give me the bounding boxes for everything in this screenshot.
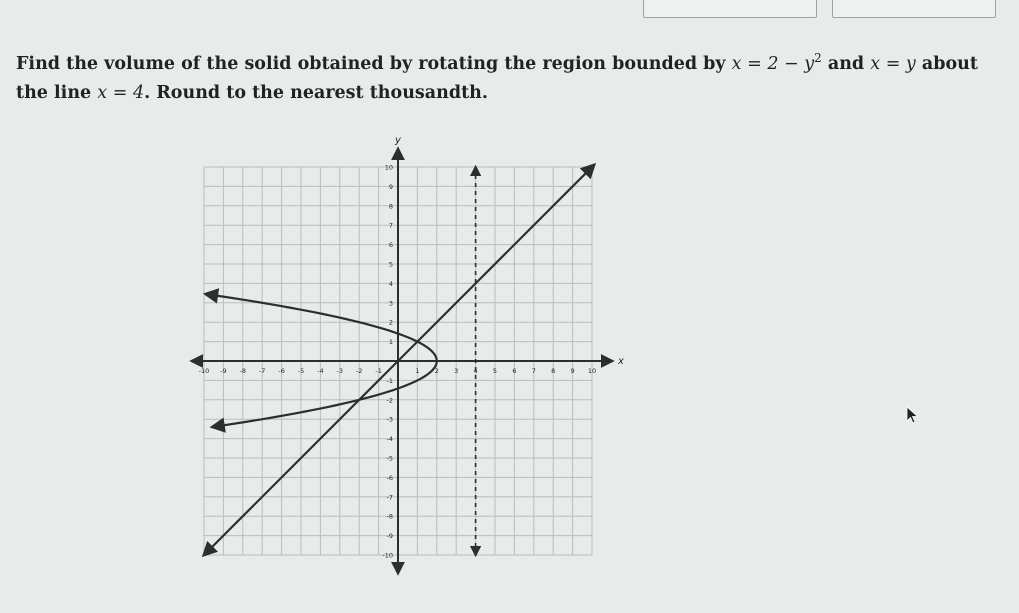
graph-svg <box>180 130 625 580</box>
question-part3: about the line <box>16 53 978 103</box>
y-tick-label: 1 <box>388 338 393 347</box>
y-tick-label: -2 <box>386 396 393 405</box>
y-tick-label: 6 <box>388 241 393 250</box>
y-tick-label: -6 <box>386 473 393 482</box>
x-tick-label: -7 <box>258 367 266 375</box>
question-text <box>16 44 1006 108</box>
question-part1: Find the volume of the solid obtained by rotating the region bounded by <box>16 53 732 74</box>
question-part2: and <box>821 53 871 74</box>
x-tick-label: -9 <box>220 367 227 375</box>
question-part4: . Round to the nearest thousandth. <box>144 82 488 103</box>
y-tick-label: -5 <box>386 454 393 463</box>
x-tick-label: -5 <box>297 367 305 375</box>
x-tick-label: 4 <box>473 367 478 375</box>
answer-box-right[interactable] <box>832 0 996 18</box>
x-tick-label: 7 <box>531 367 536 375</box>
y-tick-label: -4 <box>386 435 393 444</box>
x-tick-label: -3 <box>336 367 344 375</box>
x-tick-label: 1 <box>415 367 420 375</box>
x-tick-label: 9 <box>570 367 575 375</box>
equation-parabola: x = 2 − y <box>731 53 815 74</box>
mouse-pointer-icon <box>906 406 920 424</box>
y-tick-label: 10 <box>384 163 393 172</box>
answer-box-left[interactable] <box>643 0 817 18</box>
y-tick-label: -10 <box>382 551 393 560</box>
x-tick-label: -8 <box>239 367 247 375</box>
y-tick-label: 9 <box>388 182 393 191</box>
x-tick-label: 2 <box>434 367 439 375</box>
y-tick-label: 5 <box>388 260 393 269</box>
y-tick-label: -3 <box>386 415 393 424</box>
x-tick-label: 6 <box>512 367 517 375</box>
x-tick-label: 10 <box>587 367 597 375</box>
y-tick-label: 2 <box>388 318 393 327</box>
y-tick-label: 8 <box>388 202 393 211</box>
y-tick-label: 4 <box>388 279 393 288</box>
equation-axis-of-rotation: x = 4 <box>97 82 145 103</box>
y-tick-label: -9 <box>386 532 393 541</box>
x-tick-label: 8 <box>551 367 556 375</box>
y-tick-label: 3 <box>388 299 393 308</box>
y-tick-label: -7 <box>386 493 393 502</box>
equation-exponent: 2 <box>814 51 822 65</box>
y-tick-label: -8 <box>386 512 393 521</box>
x-tick-label: 3 <box>454 367 459 375</box>
x-tick-label: -6 <box>278 367 285 375</box>
x-tick-label: -10 <box>198 367 210 375</box>
x-tick-label: 5 <box>492 367 498 375</box>
y-tick-label: -1 <box>386 376 393 385</box>
x-axis-label: x <box>618 356 624 367</box>
x-tick-label: -1 <box>375 367 382 375</box>
y-tick-label: 7 <box>388 221 393 230</box>
graph <box>180 130 625 580</box>
x-tick-label: -4 <box>317 367 324 375</box>
y-axis-label: y <box>395 135 401 146</box>
equation-line: x = y <box>870 53 916 74</box>
x-tick-label: -2 <box>355 367 363 375</box>
